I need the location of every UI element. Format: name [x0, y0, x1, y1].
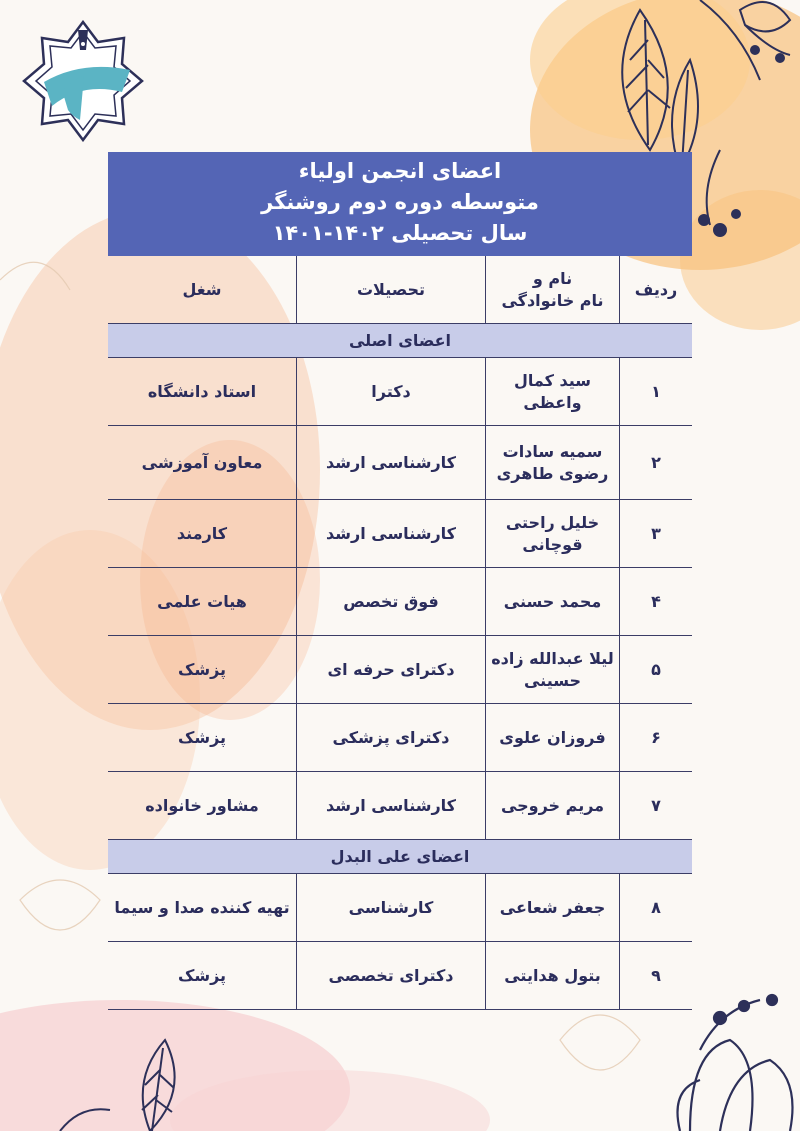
- header-education: تحصیلات: [296, 256, 485, 323]
- section-label: اعضای اصلی: [348, 331, 452, 350]
- member-education: فوق تخصص: [296, 568, 485, 635]
- header-name-line-1: نام و: [532, 268, 573, 288]
- member-name: [485, 874, 619, 941]
- member-education: دکترای پزشکی: [296, 704, 485, 771]
- member-job: پزشک: [177, 659, 227, 679]
- member-education: کارشناسی: [296, 874, 485, 941]
- member-name-line: سید کمال: [514, 370, 591, 390]
- member-name-line: محمد حسنی: [503, 591, 602, 611]
- header-job: شغل: [182, 279, 222, 299]
- members-table: [108, 152, 692, 1010]
- member-education: دکترا: [296, 358, 485, 425]
- member-name-line: مریم خروجی: [500, 795, 605, 815]
- member-name-line: حسینی: [523, 670, 582, 690]
- row-number: ۷: [619, 772, 692, 839]
- member-name: [485, 636, 619, 703]
- row-number: ۹: [619, 942, 692, 1009]
- member-name-line: قوچانی: [522, 534, 583, 554]
- member-education: کارشناسی ارشد: [296, 772, 485, 839]
- table-row: [108, 942, 692, 1010]
- member-name: [485, 500, 619, 567]
- table-body: [108, 324, 692, 1010]
- row-number: ۳: [619, 500, 692, 567]
- member-name-line: واعظی: [523, 392, 582, 412]
- member-name: [485, 568, 619, 635]
- table-row: [108, 874, 692, 942]
- table-row: [108, 772, 692, 840]
- member-name-line: جعفر شعاعی: [499, 897, 606, 917]
- member-job: پزشک: [177, 965, 227, 985]
- member-name-line: سمیه سادات: [502, 441, 603, 461]
- title-line-1: اعضای انجمن اولیاء: [298, 159, 502, 183]
- row-number: ۵: [619, 636, 692, 703]
- table-title: [108, 152, 692, 256]
- header-num: ردیف: [619, 256, 692, 323]
- member-name-line: لیلا عبدالله زاده: [491, 648, 614, 668]
- section-header: [108, 840, 692, 874]
- title-line-3: سال تحصیلی ۱۴۰۲-۱۴۰۱: [272, 221, 528, 245]
- pen-nib-logo-icon: [22, 20, 144, 142]
- member-name-line: رضوی طاهری: [496, 463, 609, 483]
- header-name-line-2: نام خانوادگی: [501, 290, 604, 310]
- row-number: ۲: [619, 426, 692, 499]
- table-row: [108, 426, 692, 500]
- member-job: پزشک: [177, 727, 227, 747]
- member-job: مشاور خانواده: [145, 795, 259, 815]
- member-job: کارمند: [176, 523, 228, 543]
- member-name-line: بتول هدایتی: [504, 965, 601, 985]
- table-row: [108, 636, 692, 704]
- member-education: دکترای تخصصی: [296, 942, 485, 1009]
- member-job: تهیه کننده صدا و سیما: [114, 897, 290, 917]
- table-row: [108, 358, 692, 426]
- member-education: دکترای حرفه ای: [296, 636, 485, 703]
- row-number: ۱: [619, 358, 692, 425]
- member-name-line: فروزان علوی: [499, 727, 606, 747]
- flower-decoration-icon: [678, 995, 793, 1131]
- member-job: استاد دانشگاه: [147, 381, 257, 401]
- member-name: [485, 942, 619, 1009]
- member-name-line: خلیل راحتی: [505, 512, 600, 532]
- member-name: [485, 772, 619, 839]
- member-name: [485, 358, 619, 425]
- row-number: ۴: [619, 568, 692, 635]
- header-name: [485, 256, 619, 323]
- table-row: [108, 704, 692, 772]
- row-number: ۶: [619, 704, 692, 771]
- table-row: [108, 568, 692, 636]
- section-label: اعضای علی البدل: [330, 847, 470, 866]
- member-name: [485, 704, 619, 771]
- member-name: [485, 426, 619, 499]
- title-line-2: متوسطه دوره دوم روشنگر: [261, 190, 539, 214]
- member-education: کارشناسی ارشد: [296, 426, 485, 499]
- member-education: کارشناسی ارشد: [296, 500, 485, 567]
- section-header: [108, 324, 692, 358]
- table-row: [108, 500, 692, 568]
- member-job: هیات علمی: [157, 591, 247, 611]
- header-row: [108, 256, 692, 324]
- member-job: معاون آموزشی: [141, 452, 263, 472]
- row-number: ۸: [619, 874, 692, 941]
